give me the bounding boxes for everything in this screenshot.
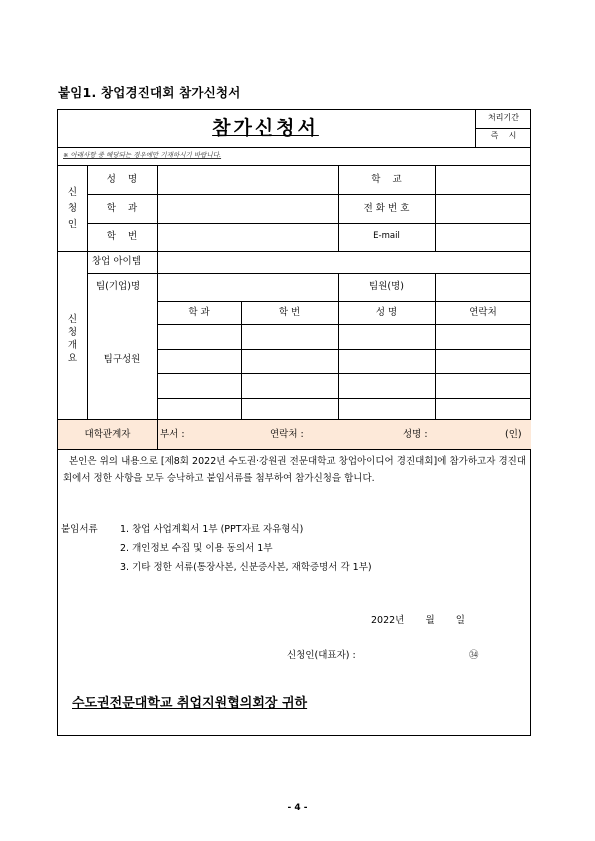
application-date: 2022년 월 일 [371, 615, 465, 626]
members-count-field[interactable] [436, 274, 531, 301]
staff-dept-label: 부서 : [160, 429, 185, 440]
school-field[interactable] [436, 166, 531, 193]
processing-period-value: 즉 시 [490, 131, 517, 140]
applicant-signature-field[interactable] [383, 646, 465, 664]
application-statement: 본인은 위의 내용으로 [제8회 2022년 수도권·강원권 전문대학교 창업아이디어 경진대회]에 참가하고자 경진대회에서 정한 사항을 모두 승낙하고 붙임서류를 첨부하여 참가신청을 합니다. [63, 456, 526, 484]
staff-info-cell [158, 420, 531, 449]
overview-section-label: 신 청 개 요 [67, 314, 78, 364]
col-name-header: 성 명 [375, 307, 398, 318]
applicant-signature-label: 신청인(대표자) : [287, 650, 356, 661]
staff-name-label: 성명 : [403, 429, 428, 440]
attachment-item: 3. 기타 정한 서류(통장사본, 신분증사본, 재학증명서 각 1부) [120, 562, 372, 573]
member-row[interactable] [158, 374, 531, 398]
page-number: - 4 - [287, 803, 308, 813]
members-count-label: 팀원(명) [369, 281, 404, 292]
university-staff-label: 대학관계자 [84, 429, 131, 440]
processing-period-label: 처리기간 [488, 113, 519, 122]
staff-seal-mark: (인) [505, 429, 522, 440]
form-title: 참가신청서 [212, 117, 319, 139]
attachment-item: 1. 창업 사업계획서 1부 (PPT자료 자유형식) [120, 524, 304, 535]
col-contact-header: 연락처 [469, 307, 497, 318]
signature-mark: ㉞ [469, 650, 479, 661]
team-name-field[interactable] [158, 274, 337, 301]
form-note: ※ 아래사항 중 해당되는 경우에만 기재하시기 바랍니다. [63, 151, 222, 159]
item-label: 창업 아이템 [92, 256, 141, 267]
name-label: 성 명 [106, 174, 138, 185]
student-id-label: 학 번 [106, 231, 138, 242]
email-label: E-mail [373, 231, 400, 241]
phone-label: 전 화 번 호 [363, 203, 410, 214]
department-label: 학 과 [106, 203, 138, 214]
col-dept-header: 학 과 [188, 307, 210, 318]
member-row[interactable] [158, 325, 531, 349]
department-field[interactable] [158, 195, 337, 222]
attachment-item: 2. 개인정보 수집 및 이용 동의서 1부 [120, 543, 273, 554]
attachments-label: 붙임서류 [61, 524, 98, 535]
name-field[interactable] [158, 166, 337, 193]
student-id-field[interactable] [158, 224, 337, 250]
staff-contact-label: 연락처 : [270, 429, 304, 440]
applicant-section-label: 신 청 인 [67, 187, 78, 230]
attachment-heading: 붙임1. 창업경진대회 참가신청서 [58, 85, 241, 100]
school-label: 학 교 [371, 174, 402, 185]
email-field[interactable] [436, 224, 531, 250]
team-name-label: 팀(기업)명 [96, 281, 141, 292]
team-members-label: 팀구성원 [103, 354, 141, 365]
phone-field[interactable] [436, 195, 531, 222]
recipient-line: 수도권전문대학교 취업지원협의회장 귀하 [72, 696, 308, 711]
member-row[interactable] [158, 350, 531, 373]
col-id-header: 학 번 [278, 307, 301, 318]
application-form [57, 109, 531, 736]
item-field[interactable] [158, 252, 531, 273]
